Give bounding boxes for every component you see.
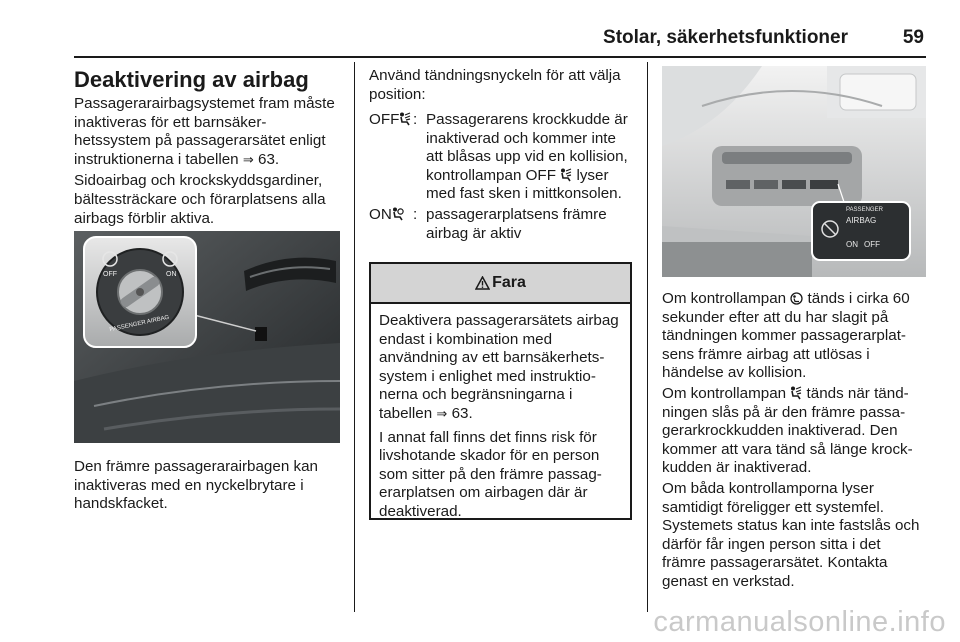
- key-switch-photo: [74, 231, 340, 443]
- list-item: ON : passagerarplatsens främre airbag är aktiv: [369, 205, 607, 242]
- page-reference[interactable]: 63.: [451, 404, 473, 422]
- page-reference[interactable]: 63.: [258, 150, 280, 168]
- right-column: [662, 290, 928, 594]
- reference-arrow-icon: ⇒: [242, 152, 254, 168]
- intro-paragraph: Passagerarairbagsystemet fram måste inaktiveras för ett barnsäker-hetssystem på passagerarsätet enligt instruktionerna i tabellen ⇒ 63.: [74, 95, 335, 168]
- system-fault-paragraph: Om båda kontrollamporna lyser samtidigt föreligger ett systemfel. Systemets status kan inte fastslås och därför får ingen person sitta i det främre passagerarsätet. Kontakta genast en verkstad.: [662, 479, 920, 590]
- airbag-on-lamp-icon: [790, 292, 803, 305]
- console-label-on: ON: [846, 240, 858, 249]
- overhead-console-photo: [662, 66, 926, 277]
- section-heading: Deaktivering av airbag: [74, 67, 309, 92]
- console-label-airbag: AIRBAG: [846, 216, 877, 225]
- danger-body: [371, 304, 630, 522]
- danger-paragraph-2: I annat fall finns det finns risk för livshotande skador för en person som sitter på den främre passag-erarplatsen om airbagen där är deaktiverad.: [379, 428, 602, 520]
- position-key-off: OFF: [369, 111, 413, 204]
- reference-arrow-icon: ⇒: [436, 406, 448, 422]
- switch-off-label: OFF: [103, 271, 117, 278]
- switch-ring-label: PASSENGER AIRBAG: [109, 314, 170, 334]
- watermark-text: carmanualsonline.info: [653, 606, 946, 638]
- header-title: Stolar, säkerhetsfunktioner: [603, 27, 848, 48]
- lamp-off-paragraph: Om kontrollampan tänds när tänd-ningen slås på är den främre passa-gerarkrockkudden inaktiverad. Den kommer att vara tänd så länge krock-kudden är inaktiverad.: [662, 384, 913, 477]
- danger-box: [369, 262, 632, 520]
- middle-intro: [369, 67, 633, 106]
- list-item: OFF : Passagerarens krockkudde är inaktiverad och kommer inte att blåsas upp vid en kollision, kontrollampan OFF lyser med fast sken i mittkonsolen.: [369, 111, 628, 203]
- header-rule: [74, 56, 926, 58]
- position-key-on: ON: [369, 206, 413, 243]
- lamp-on-paragraph: Om kontrollampan tänds i cirka 60 sekunder efter att du har slagit på tändningen kommer passagerarplat-sens främre airbag att utlösas i händelse av kollision.: [662, 290, 910, 382]
- airbag-off-icon: [560, 168, 572, 182]
- page-number: 59: [902, 27, 924, 48]
- danger-paragraph-1: Deaktivera passagerarsätets airbag endast i kombination med användning av ett barnsäkerhets-system i enlighet med instruktio-nerna och begränsningarna i tabellen ⇒ 63.: [379, 312, 619, 422]
- side-airbag-paragraph: Sidoairbag och krockskyddsgardiner, bältessträckare och förarplatsens alla airbags förblir aktiva.: [74, 172, 326, 227]
- position-list: [369, 111, 633, 245]
- column-divider-right: [647, 62, 648, 612]
- danger-header: [371, 264, 630, 304]
- left-column: [74, 67, 342, 230]
- position-intro: Använd tändningsnyckeln för att välja position:: [369, 67, 621, 103]
- photo-caption: Den främre passagerarairbagen kan inaktiveras med en nyckelbrytare i handskfacket.: [74, 458, 318, 513]
- console-label-passenger: PASSENGER: [846, 207, 883, 213]
- airbag-off-icon: [399, 112, 411, 126]
- left-caption: [74, 458, 342, 516]
- warning-triangle-icon: [475, 276, 490, 290]
- console-label-off: OFF: [864, 240, 880, 249]
- airbag-on-icon: [392, 207, 404, 221]
- danger-title: Fara: [492, 274, 526, 291]
- switch-on-label: ON: [166, 271, 177, 278]
- page-header: [0, 0, 960, 54]
- column-divider-left: [354, 62, 355, 612]
- airbag-off-lamp-icon: [790, 386, 802, 400]
